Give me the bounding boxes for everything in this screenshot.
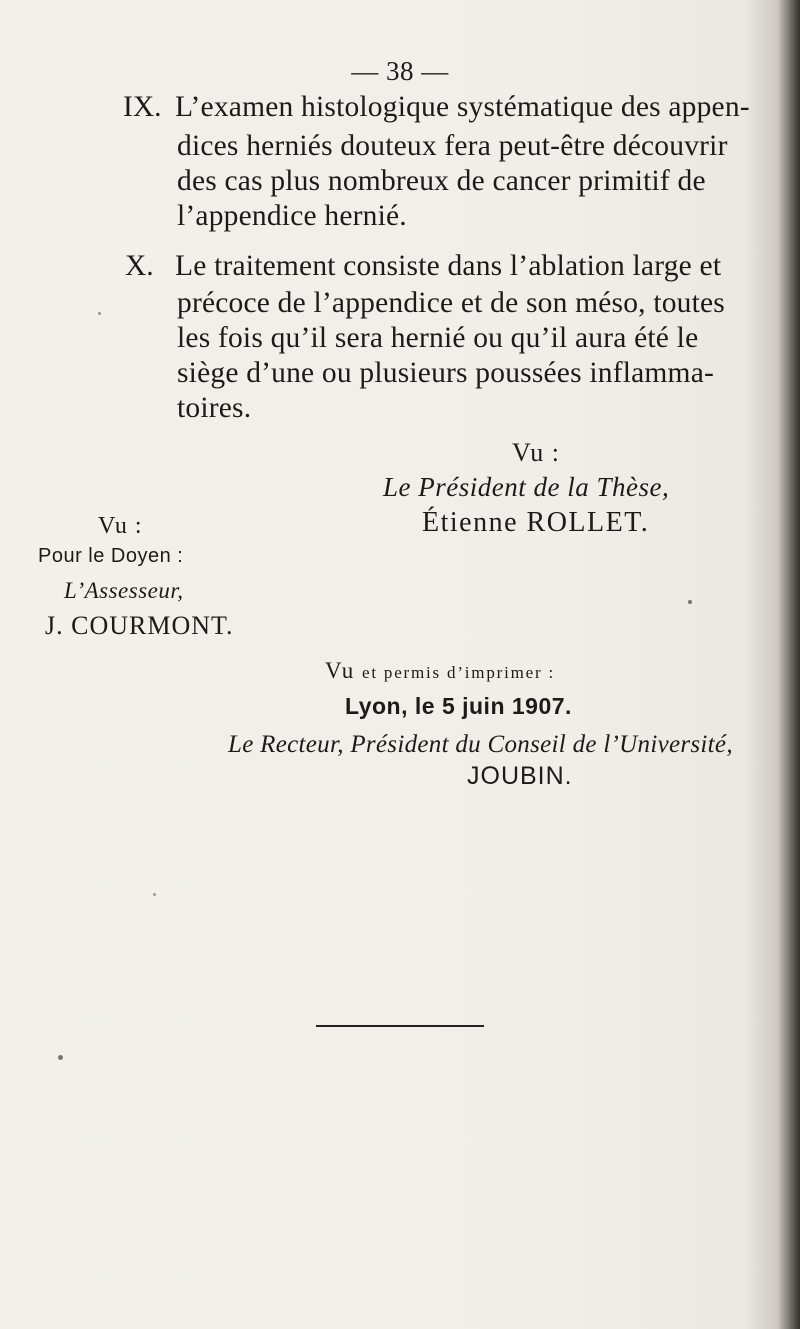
- section-x-line-2: précoce de l’appendice et de son méso, toutes: [177, 287, 725, 319]
- end-rule: [316, 1025, 484, 1027]
- section-x-line-5: toires.: [177, 392, 252, 424]
- permis-vu: Vu: [325, 658, 355, 683]
- paper-speck: [98, 312, 101, 315]
- president-title: Le Président de la Thèse,: [383, 472, 670, 502]
- page-number: — 38 —: [351, 56, 449, 86]
- assesseur-title: L’Assesseur,: [64, 578, 184, 603]
- section-x-number: X.: [125, 250, 154, 282]
- section-x-line-1: Le traitement consiste dans l’ablation large et: [175, 250, 722, 282]
- pour-doyen-label: Pour le Doyen :: [38, 545, 184, 567]
- paper-speck: [58, 1055, 63, 1060]
- paper-speck: [688, 600, 692, 604]
- president-name: Étienne ROLLET.: [422, 507, 650, 538]
- section-ix-line-4: l’appendice hernié.: [177, 200, 407, 232]
- section-ix-line-3: des cas plus nombreux de cancer primitif de: [177, 165, 706, 197]
- page-edge-shadow: [778, 0, 800, 1329]
- section-x-line-4: siège d’une ou plusieurs poussées inflamma-: [177, 357, 715, 389]
- permis-heading: [325, 658, 555, 684]
- vu-president-label: Vu :: [512, 438, 560, 467]
- recteur-name: JOUBIN.: [467, 762, 573, 790]
- permis-rest: et permis d’imprimer :: [361, 663, 556, 682]
- assesseur-name: J. COURMONT.: [45, 611, 234, 640]
- section-ix-line-1: L’examen histologique systématique des appen-: [175, 91, 750, 123]
- place-date: Lyon, le 5 juin 1907.: [345, 693, 572, 719]
- recteur-title: Le Recteur, Président du Conseil de l’Université,: [228, 731, 733, 758]
- section-x-line-3: les fois qu’il sera hernié ou qu’il aura été le: [177, 322, 699, 354]
- section-ix-number: IX.: [123, 91, 162, 123]
- section-ix-line-2: dices herniés douteux fera peut-être découvrir: [177, 130, 728, 162]
- vu-dean-label: Vu :: [98, 513, 143, 539]
- paper-speck: [153, 893, 156, 896]
